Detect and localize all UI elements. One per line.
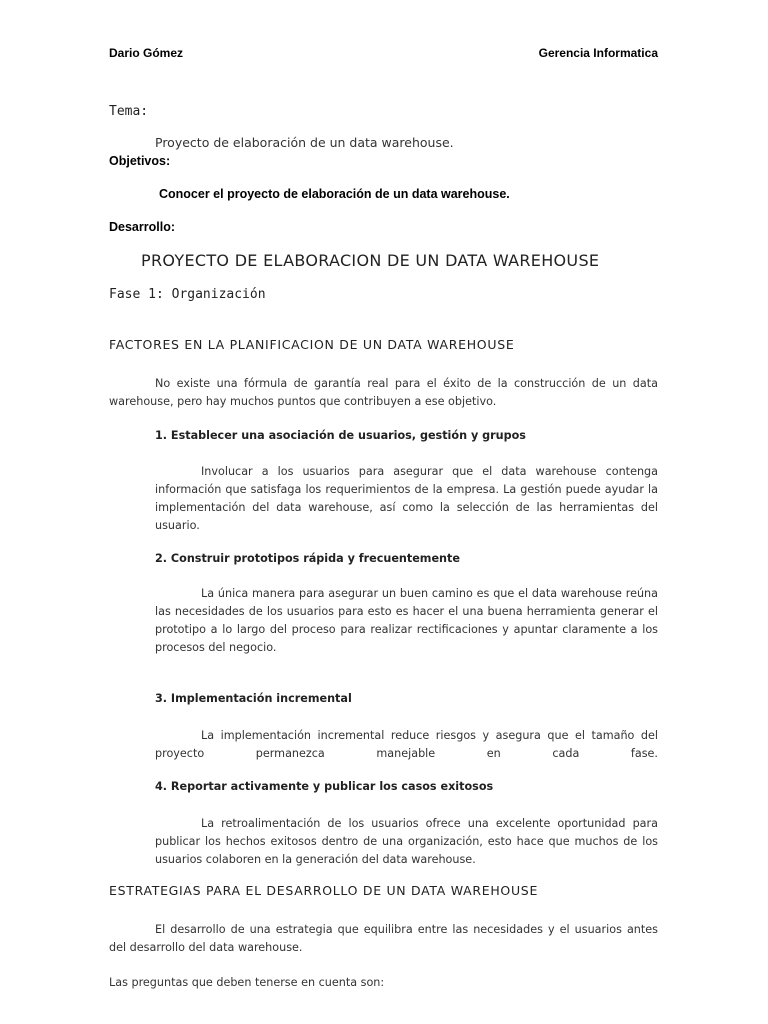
desarrollo-label: Desarrollo: [109,220,175,234]
tema-text: Proyecto de elaboración de un data warehouse. [155,135,454,150]
document-title: PROYECTO DE ELABORACION DE UN DATA WAREHOUSE [141,251,600,270]
header-author: Dario Gómez [109,46,184,60]
objetivos-text: Conocer el proyecto de elaboración de un data warehouse. [159,187,510,201]
item-title: 1. Establecer una asociación de usuarios, gestión y grupos [155,429,526,442]
item-title: 4. Reportar activamente y publicar los casos exitosos [155,780,494,793]
item-text: La retroalimentación de los usuarios ofrece una excelente oportunidad para publicar los hechos exitosos dentro de una organización, esto hace que muchos de los usuarios colaboren en la generación del data warehouse. [155,817,658,866]
paragraph: No existe una fórmula de garantía real para el éxito de la construcción de un data warehouse, pero hay muchos puntos que contribuyen a ese objetivo. [109,377,658,408]
tema-label: Tema: [109,104,149,119]
item-title: 2. Construir prototipos rápida y frecuentemente [155,552,460,565]
header-department: Gerencia Informatica [538,46,658,60]
phase-heading: Fase 1: Organización [109,287,266,302]
item-text: La implementación incremental reduce riesgos y asegura que el tamaño del proyecto permanezca manejable en cada fase. [155,729,658,760]
item-text: La única manera para asegurar un buen camino es que el data warehouse reúna las necesidades de los usuarios para esto es hacer el una buena herramienta generar el prototipo a lo largo del proceso para realizar rectificaciones y apuntar claramente a los procesos del negocio. [155,587,658,654]
paragraph: Las preguntas que deben tenerse en cuenta son: [109,976,385,989]
item-title: 3. Implementación incremental [155,692,352,705]
section-heading: FACTORES EN LA PLANIFICACION DE UN DATA WAREHOUSE [109,337,515,352]
paragraph: El desarrollo de una estrategia que equilibra entre las necesidades y el usuarios antes del desarrollo del data warehouse. [109,923,658,954]
item-text: Involucar a los usuarios para asegurar que el data warehouse contenga información que satisfaga los requerimientos de la empresa. La gestión puede ayudar la implementación del data warehouse, así como la selección de las herramientas del usuario. [155,465,658,532]
objetivos-label: Objetivos: [109,154,171,168]
section-heading: ESTRATEGIAS PARA EL DESARROLLO DE UN DATA WAREHOUSE [109,883,539,898]
